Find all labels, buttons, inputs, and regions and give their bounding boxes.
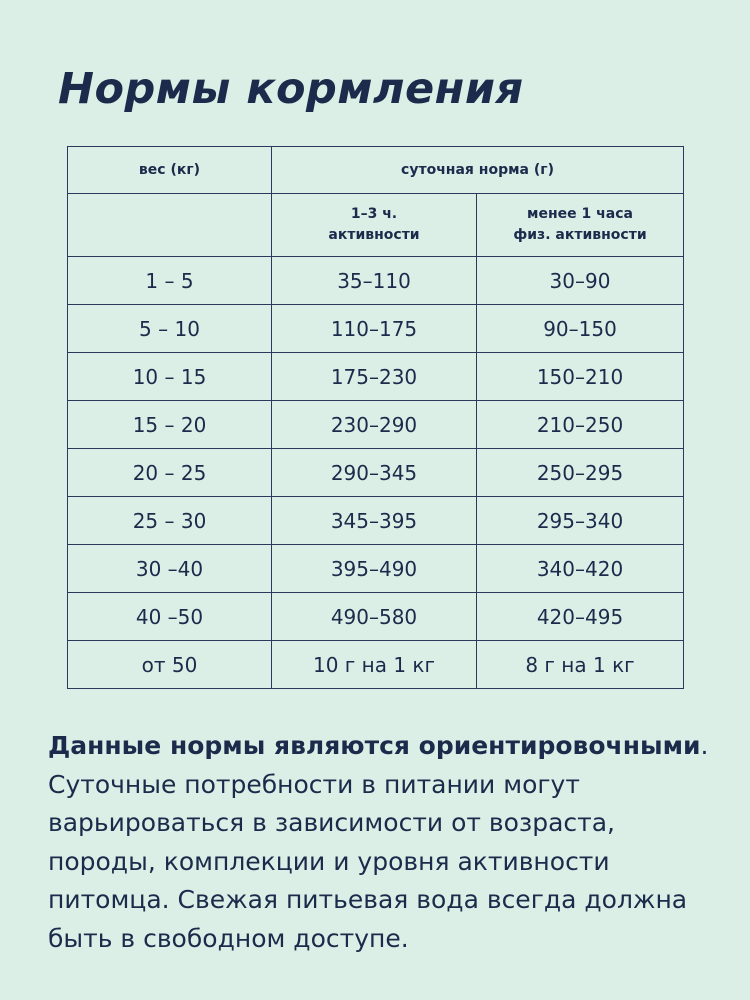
active-norm-cell: 10 г на 1 кг bbox=[272, 641, 477, 689]
subheader-low-line2: физ. активности bbox=[513, 227, 647, 243]
active-norm-cell: 230–290 bbox=[272, 401, 477, 449]
header-weight: вес (кг) bbox=[68, 147, 272, 194]
table-row bbox=[68, 641, 684, 689]
table-header-row bbox=[68, 147, 684, 194]
subheader-active bbox=[272, 194, 477, 257]
table-subheader-row bbox=[68, 194, 684, 257]
weight-cell: 10 – 15 bbox=[68, 353, 272, 401]
weight-cell: 40 –50 bbox=[68, 593, 272, 641]
active-norm-cell: 175–230 bbox=[272, 353, 477, 401]
feeding-norms-table-body bbox=[68, 147, 684, 689]
table-row bbox=[68, 545, 684, 593]
weight-cell: 15 – 20 bbox=[68, 401, 272, 449]
low-activity-norm-cell: 210–250 bbox=[477, 401, 684, 449]
feeding-norms-table bbox=[67, 146, 684, 689]
table-row bbox=[68, 449, 684, 497]
table-row bbox=[68, 353, 684, 401]
active-norm-cell: 490–580 bbox=[272, 593, 477, 641]
table-row bbox=[68, 497, 684, 545]
low-activity-norm-cell: 90–150 bbox=[477, 305, 684, 353]
active-norm-cell: 290–345 bbox=[272, 449, 477, 497]
weight-cell: 30 –40 bbox=[68, 545, 272, 593]
subheader-low-activity bbox=[477, 194, 684, 257]
weight-cell: 20 – 25 bbox=[68, 449, 272, 497]
note-text: . Суточные потребности в питании могут варьироваться в зависимости от возраста, породы, комплекции и уровня активности питомца. Свежая питьевая вода всегда должна быть в свободном доступе. bbox=[48, 731, 709, 953]
table-row bbox=[68, 593, 684, 641]
weight-cell: 5 – 10 bbox=[68, 305, 272, 353]
subheader-empty-cell bbox=[68, 194, 272, 257]
active-norm-cell: 395–490 bbox=[272, 545, 477, 593]
subheader-active-line1: 1–3 ч. bbox=[350, 206, 398, 222]
low-activity-norm-cell: 30–90 bbox=[477, 257, 684, 305]
low-activity-norm-cell: 340–420 bbox=[477, 545, 684, 593]
low-activity-norm-cell: 420–495 bbox=[477, 593, 684, 641]
active-norm-cell: 35–110 bbox=[272, 257, 477, 305]
active-norm-cell: 345–395 bbox=[272, 497, 477, 545]
table-row bbox=[68, 305, 684, 353]
subheader-low-line1: менее 1 часа bbox=[527, 206, 633, 222]
low-activity-norm-cell: 8 г на 1 кг bbox=[477, 641, 684, 689]
low-activity-norm-cell: 295–340 bbox=[477, 497, 684, 545]
subheader-active-line2: активности bbox=[328, 227, 420, 243]
low-activity-norm-cell: 150–210 bbox=[477, 353, 684, 401]
table-row bbox=[68, 401, 684, 449]
note-bold-text: Данные нормы являются ориентировочными bbox=[48, 731, 701, 760]
weight-cell: 1 – 5 bbox=[68, 257, 272, 305]
feeding-note bbox=[48, 727, 718, 958]
low-activity-norm-cell: 250–295 bbox=[477, 449, 684, 497]
active-norm-cell: 110–175 bbox=[272, 305, 477, 353]
page-title: Нормы кормления bbox=[58, 64, 524, 114]
weight-cell: 25 – 30 bbox=[68, 497, 272, 545]
header-daily-norm: суточная норма (г) bbox=[272, 147, 684, 194]
table-row bbox=[68, 257, 684, 305]
weight-cell: от 50 bbox=[68, 641, 272, 689]
